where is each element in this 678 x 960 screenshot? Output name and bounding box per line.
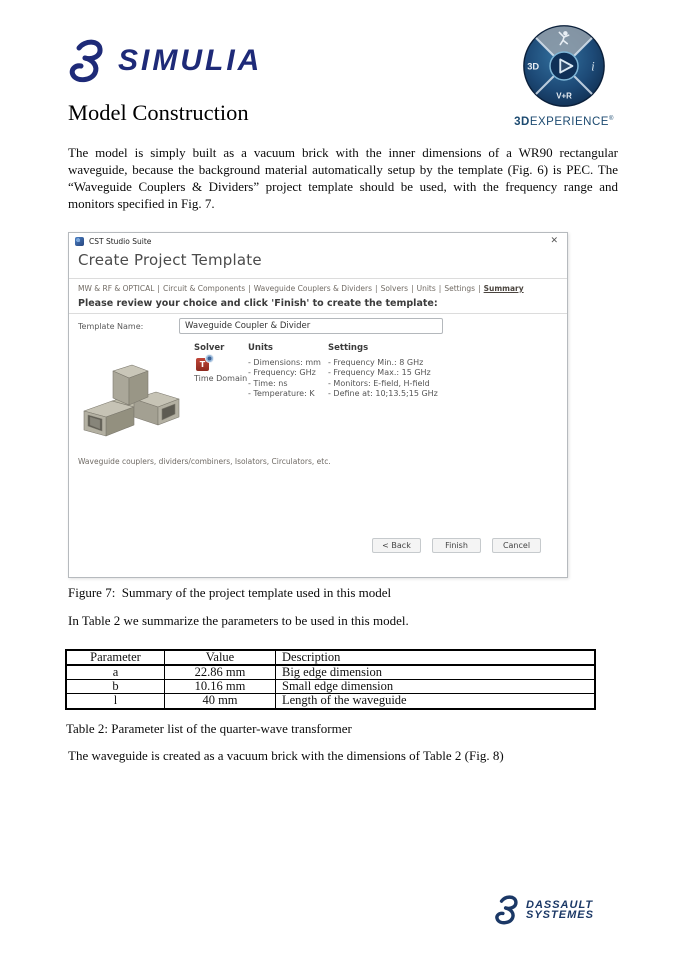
compass-vr-label: V+R — [556, 91, 572, 101]
solver-header: Solver — [194, 343, 225, 353]
settings-header: Settings — [328, 343, 369, 353]
breadcrumb-item[interactable]: Units — [416, 284, 436, 293]
settings-column — [328, 343, 438, 400]
table-row — [66, 680, 595, 694]
cell-description: Big edge dimension — [276, 665, 596, 680]
breadcrumb-item[interactable]: MW & RF & OPTICAL — [78, 284, 155, 293]
finish-button[interactable]: Finish — [432, 538, 481, 553]
paragraph-waveguide-creation: The waveguide is created as a vacuum brick with the dimensions of Table 2 (Fig. 8) — [68, 748, 504, 763]
cell-value: 10.16 mm — [165, 680, 276, 694]
unit-item: - Time: ns — [248, 378, 288, 388]
breadcrumb-item[interactable]: Solvers — [380, 284, 409, 293]
breadcrumb-item[interactable]: Circuit & Components — [162, 284, 246, 293]
figure-7-caption: Figure 7: Summary of the project template used in this model — [68, 585, 392, 600]
review-instruction: Please review your choice and click 'Finish' to create the template: — [78, 298, 438, 309]
units-column — [248, 343, 321, 400]
setting-item: - Frequency Max.: 15 GHz — [328, 368, 431, 377]
divider — [69, 278, 567, 279]
cell-value: 40 mm — [165, 694, 276, 709]
unit-item: - Dimensions: mm — [248, 357, 321, 367]
cell-description: Small edge dimension — [276, 680, 596, 694]
parameter-table — [65, 649, 596, 710]
waveguide-model-image — [79, 361, 189, 451]
cell-parameter: l — [66, 694, 165, 709]
dialog-buttons — [372, 538, 541, 553]
dassault-swirl-icon — [64, 38, 110, 84]
experience-compass-icon — [522, 24, 606, 108]
wizard-breadcrumb: MW & RF & OPTICAL | Circuit & Components | Waveguide Couplers & Dividers | Solvers | Units | Settings | Summary — [78, 284, 524, 293]
unit-item: - Frequency: GHz — [248, 368, 316, 377]
header-value: Value — [165, 650, 276, 665]
dassault-swirl-icon — [492, 894, 522, 926]
cell-parameter: a — [66, 665, 165, 680]
breadcrumb-item-summary[interactable]: Summary — [483, 284, 524, 293]
cell-value: 22.86 mm — [165, 665, 276, 680]
cell-description: Length of the waveguide — [276, 694, 596, 709]
breadcrumb-item[interactable]: Waveguide Couplers & Dividers — [253, 284, 373, 293]
setting-item: - Define at: 10;13.5;15 GHz — [328, 389, 438, 398]
template-name-input[interactable] — [179, 318, 443, 334]
paragraph-table-intro: In Table 2 we summarize the parameters to be used in this model. — [68, 613, 409, 628]
dassault-wordmark: DASSAULT SYSTEMES — [526, 898, 594, 921]
table-2-caption: Table 2: Parameter list of the quarter-wave transformer — [66, 721, 352, 736]
time-domain-solver-icon: T — [196, 358, 209, 371]
cancel-button[interactable]: Cancel — [492, 538, 541, 553]
solver-column — [194, 343, 247, 384]
cell-parameter: b — [66, 680, 165, 694]
compass-i-label: i — [591, 59, 595, 74]
compass-3d-label: 3D — [527, 61, 540, 72]
setting-item: - Frequency Min.: 8 GHz — [328, 357, 424, 367]
template-description: Waveguide couplers, dividers/combiners, Isolators, Circulators, etc. — [78, 457, 331, 466]
dialog-title: CST Studio Suite — [89, 237, 152, 246]
breadcrumb-item[interactable]: Settings — [444, 284, 476, 293]
divider — [69, 313, 567, 314]
template-name-label: Template Name: — [78, 322, 144, 331]
paragraph-model-description: The model is simply built as a vacuum brick with the inner dimensions of a WR90 rectangular waveguide, because the background material automatically setup by the template (Fig. 6) is PEC. The “Waveguide Couplers & Dividers” project template should be used, with the frequency range and monitors specified in Fig. 7. — [68, 145, 622, 211]
experience-wordmark: 3DEXPERIENCE® — [514, 116, 614, 128]
unit-item: - Temperature: K — [248, 389, 315, 398]
header-description: Description — [276, 650, 596, 665]
units-header: Units — [248, 343, 273, 353]
dialog-heading: Create Project Template — [78, 251, 262, 269]
page-title: Model Construction — [68, 100, 249, 125]
dialog-titlebar — [69, 233, 567, 251]
solver-badge-icon — [205, 354, 214, 363]
table-header-row — [66, 650, 595, 665]
back-button[interactable]: < Back — [372, 538, 421, 553]
cst-create-project-template-dialog — [68, 232, 568, 578]
close-icon[interactable]: ✕ — [550, 236, 558, 246]
table-row — [66, 694, 595, 709]
cst-app-icon — [75, 237, 84, 246]
simulia-logo — [64, 38, 262, 84]
solver-name: Time Domain — [194, 373, 248, 383]
experience-logo — [506, 24, 622, 128]
setting-item: - Monitors: E-field, H-field — [328, 378, 430, 388]
table-row — [66, 665, 595, 680]
dassault-systemes-logo — [492, 894, 594, 926]
simulia-wordmark: SIMULIA — [118, 44, 263, 77]
header-parameter: Parameter — [66, 650, 165, 665]
